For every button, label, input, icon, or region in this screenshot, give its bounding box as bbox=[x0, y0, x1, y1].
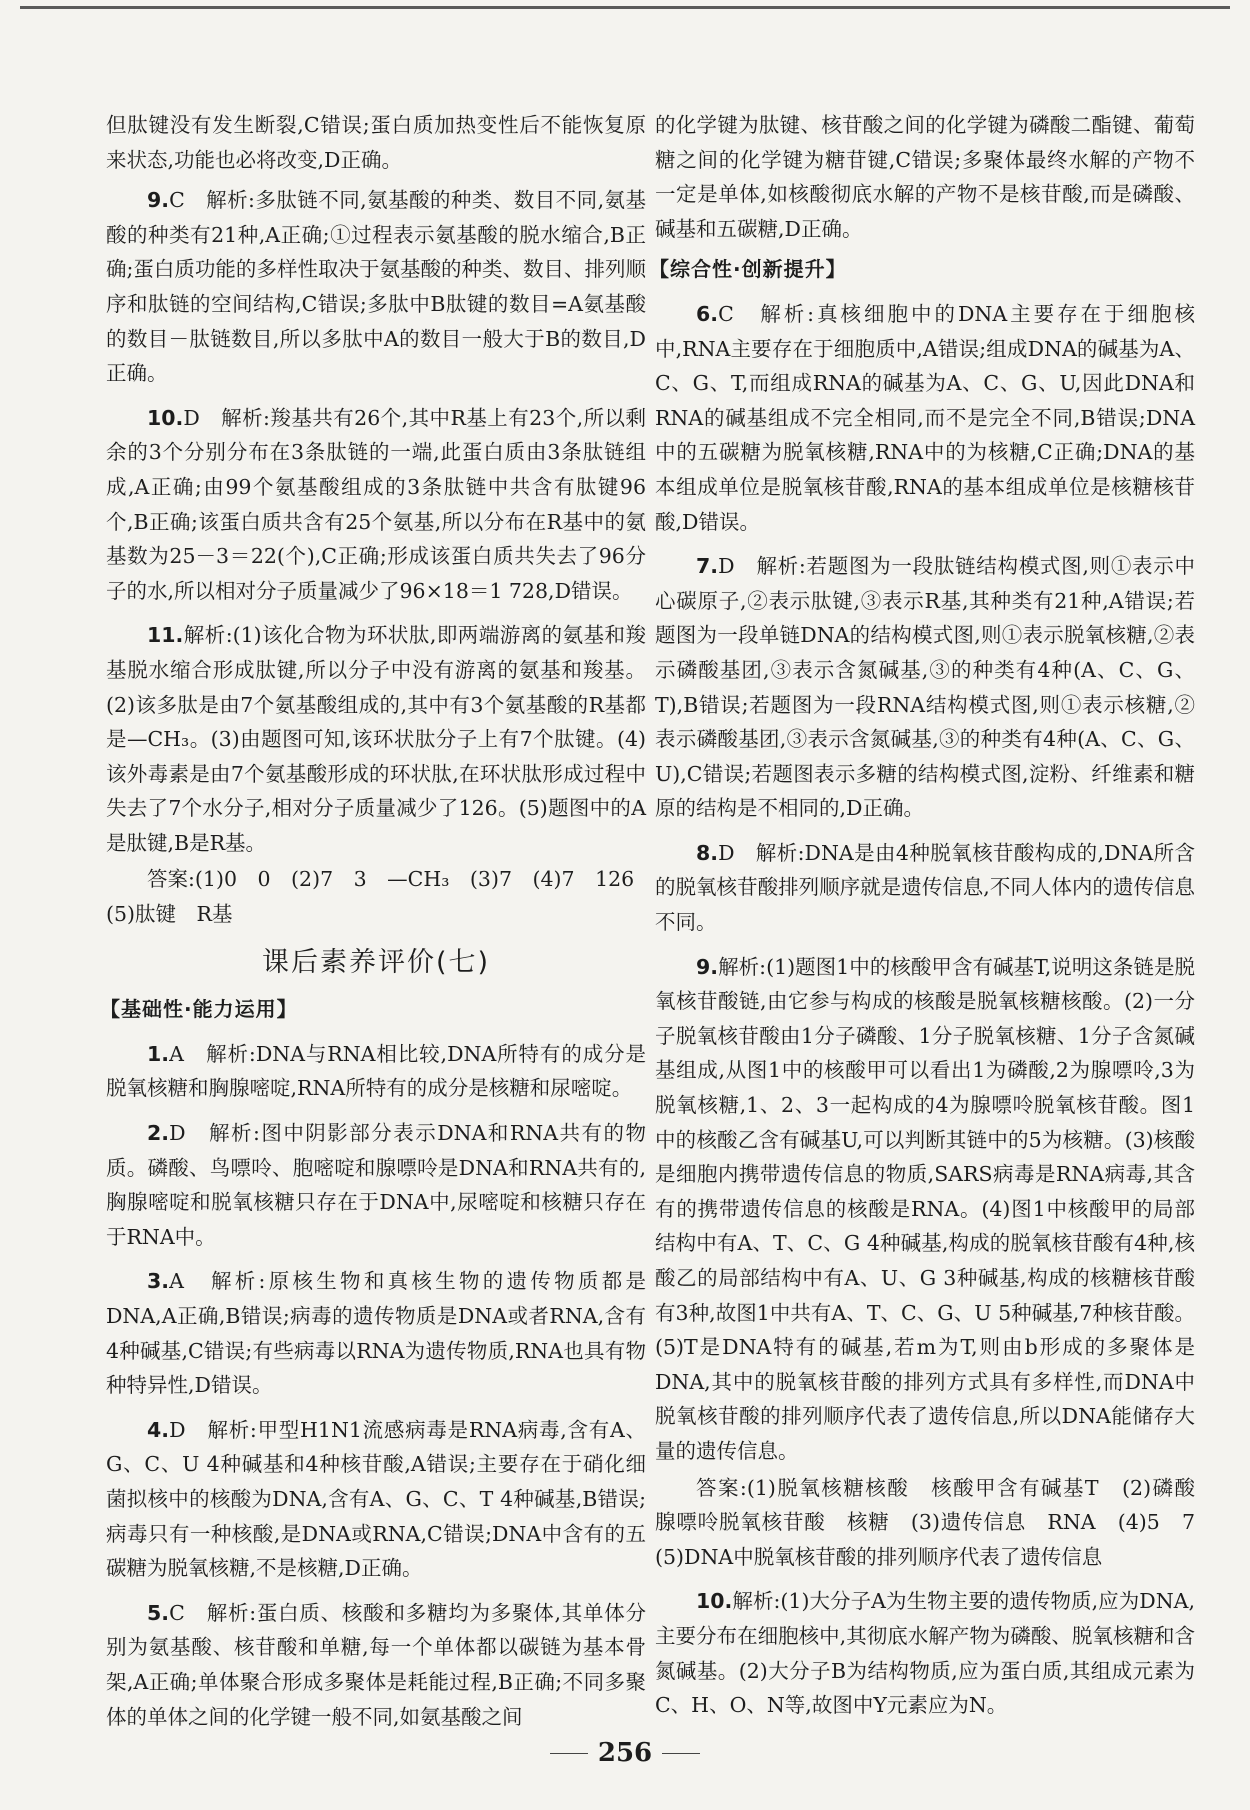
question-number: 2. bbox=[147, 1121, 170, 1146]
answer-9 bbox=[106, 183, 646, 391]
answer-9-key bbox=[655, 1471, 1216, 1575]
paragraph-continued bbox=[655, 108, 1195, 246]
page-number: 256 bbox=[597, 1738, 653, 1768]
answer-4 bbox=[106, 1413, 646, 1586]
answer-5 bbox=[106, 1596, 646, 1734]
answer-6 bbox=[655, 297, 1195, 539]
answer-text: D 解析:若题图为一段肽链结构模式图,则①表示中心碳原子,②表示肽键,③表示R基,其种类有21种,A错误;若题图为一段单链DNA的结构模式图,则①表示脱氧核糖,②表示磷酸基团,③表示含氮碱基,③的种类有4种(A、C、G、T),B错误;若题图为一段RNA结构模式图,则①表示核糖,②表示磷酸基团,③表示含氮碱基,③的种类有4种(A、C、G、U),C错误;若题图表示多糖的结构模式图,淀粉、纤维素和糖原的结构是不相同的,D正确。 bbox=[655, 554, 1195, 821]
paragraph-continued bbox=[106, 108, 646, 177]
question-number: 7. bbox=[696, 554, 719, 579]
section-heading-basic: 【基础性·能力运用】 bbox=[100, 997, 298, 1022]
top-rule bbox=[20, 6, 1230, 9]
answer-key: 答案:(1)脱氧核糖核酸 核酸甲含有碱基T (2)磷酸 腺嘌呤脱氧核苷酸 核糖 (3)遗传信息 RNA (4)5 7 (5)DNA中脱氧核苷酸的排列顺序代表了遗传信息 bbox=[655, 1475, 1216, 1569]
question-number: 5. bbox=[147, 1600, 170, 1625]
footer-rule-left bbox=[550, 1753, 588, 1754]
answer-3 bbox=[106, 1264, 646, 1402]
answer-text: D 解析:甲型H1N1流感病毒是RNA病毒,含有A、G、C、U 4种碱基和4种核苷酸,A错误;主要存在于硝化细菌拟核中的核酸为DNA,含有A、G、C、T 4种碱基,B错误;病毒只有一种核酸,是DNA或RNA,C错误;DNA中含有的五碳糖为脱氧核糖,不是核糖,D正确。 bbox=[106, 1417, 646, 1581]
answer-text: C 解析:多肽链不同,氨基酸的种类、数目不同,氨基酸的种类有21种,A正确;①过程表示氨基酸的脱水缩合,B正确;蛋白质功能的多样性取决于氨基酸的种类、数目、排列顺序和肽链的空间结构,C错误;多肽中B肽键的数目=A氨基酸的数目－肽链数目,所以多肽中A的数目一般大于B的数目,D正确。 bbox=[106, 188, 646, 386]
answer-key: (5)肽键 R基 bbox=[106, 902, 233, 927]
answer-1 bbox=[106, 1037, 646, 1106]
paragraph-text: 的化学键为肽键、核苷酸之间的化学键为磷酸二酯键、葡萄糖之间的化学键为糖苷键,C错误;多聚体最终水解的产物不一定是单体,如核酸彻底水解的产物不是核苷酸,而是磷酸、碱基和五碳糖,D正确。 bbox=[655, 113, 1195, 241]
question-number: 11. bbox=[147, 623, 184, 648]
right-column bbox=[649, 108, 1216, 1733]
question-number: 3. bbox=[147, 1269, 170, 1294]
answer-text: D 解析:图中阴影部分表示DNA和RNA共有的物质。磷酸、鸟嘌呤、胞嘧啶和腺嘌呤是DNA和RNA共有的,胸腺嘧啶和脱氧核糖只存在于DNA中,尿嘧啶和核糖只存在于RNA中。 bbox=[106, 1121, 646, 1249]
answer-11-key-cont bbox=[106, 897, 646, 932]
chapter-title: 课后素养评价(七) bbox=[261, 946, 491, 978]
answer-9-right bbox=[655, 950, 1195, 1469]
answer-8 bbox=[655, 836, 1195, 940]
answer-10-right bbox=[655, 1584, 1195, 1722]
footer-rule-right bbox=[662, 1753, 700, 1754]
question-number: 9. bbox=[147, 188, 170, 213]
question-number: 10. bbox=[147, 405, 184, 430]
answer-text: A 解析:原核生物和真核生物的遗传物质都是DNA,A正确,B错误;病毒的遗传物质是DNA或者RNA,含有4种碱基,C错误;有些病毒以RNA为遗传物质,RNA也具有物种特异性,D错误。 bbox=[106, 1269, 646, 1398]
answer-text: D 解析:DNA是由4种脱氧核苷酸构成的,DNA所含的脱氧核苷酸排列顺序就是遗传信息,不同人体内的遗传信息不同。 bbox=[655, 840, 1195, 935]
answer-10 bbox=[106, 401, 646, 609]
answer-text: 解析:(1)大分子A为生物主要的遗传物质,应为DNA,主要分布在细胞核中,其彻底水解产物为磷酸、脱氧核糖和含氮碱基。(2)大分子B为结构物质,应为蛋白质,其组成元素为C、H、O、N等,故图中Y元素应为N。 bbox=[655, 1589, 1195, 1718]
page-footer bbox=[0, 1738, 1250, 1768]
question-number: 1. bbox=[147, 1041, 170, 1066]
question-number: 9. bbox=[696, 954, 719, 979]
question-number: 4. bbox=[147, 1417, 170, 1442]
question-number: 10. bbox=[696, 1589, 733, 1614]
answer-key: 答案:(1)0 0 (2)7 3 —CH₃ (3)7 (4)7 126 bbox=[147, 867, 635, 892]
question-number: 8. bbox=[696, 840, 719, 865]
answer-11 bbox=[106, 618, 646, 860]
answer-2 bbox=[106, 1116, 646, 1254]
answer-text: C 解析:蛋白质、核酸和多糖均为多聚体,其单体分别为氨基酸、核苷酸和单糖,每一个单体都以碳链为基本骨架,A正确;单体聚合形成多聚体是耗能过程,B正确;不同多聚体的单体之间的化学键一般不同,如氨基酸之间 bbox=[106, 1600, 646, 1729]
answer-7 bbox=[655, 549, 1195, 826]
answer-11-key bbox=[106, 862, 646, 897]
answer-text: 解析:(1)题图1中的核酸甲含有碱基T,说明这条链是脱氧核苷酸链,由它参与构成的核酸是脱氧核糖核酸。(2)一分子脱氧核苷酸由1分子磷酸、1分子脱氧核糖、1分子含氮碱基组成,从图1中的核酸甲可以看出1为磷酸,2为腺嘌呤,3为脱氧核糖,1、2、3一起构成的4为腺嘌呤脱氧核苷酸。图1中的核酸乙含有碱基U,可以判断其链中的5为核糖。(3)核酸是细胞内携带遗传信息的物质,SARS病毒是RNA病毒,其含有的携带遗传信息的核酸是RNA。(4)图1中核酸甲的局部结构中有A、T、C、G 4种碱基,构成的脱氧核苷酸有4种,核酸乙的局部结构中有A、U、G 3种碱基,构成的核糖核苷酸有3种,故图1中共有A、T、C、G、U 5种碱基,7种核苷酸。(5)T是DNA特有的碱基,若m为T,则由b形成的多聚体是DNA,其中的脱氧核苷酸的排列方式具有多样性,而DNA中脱氧核苷酸的排列顺序代表了遗传信息,所以DNA能储存大量的遗传信息。 bbox=[655, 954, 1195, 1463]
answer-text: D 解析:羧基共有26个,其中R基上有23个,所以剩余的3个分别分布在3条肽链的一端,此蛋白质由3条肽链组成,A正确;由99个氨基酸组成的3条肽链中共含有肽键96个,B正确;该蛋白质共含有25个氨基,所以分布在R基中的氨基数为25－3＝22(个),C正确;形成该蛋白质共失去了96分子的水,所以相对分子质量减少了96×18＝1 728,D错误。 bbox=[106, 405, 646, 603]
question-number: 6. bbox=[696, 301, 719, 326]
paragraph-text: 但肽键没有发生断裂,C错误;蛋白质加热变性后不能恢复原来状态,功能也必将改变,D正确。 bbox=[106, 113, 646, 172]
section-heading-comprehensive: 【综合性·创新提升】 bbox=[649, 257, 847, 282]
answer-text: A 解析:DNA与RNA相比较,DNA所特有的成分是脱氧核糖和胸腺嘧啶,RNA所特有的成分是核糖和尿嘧啶。 bbox=[106, 1041, 646, 1101]
answer-text: 解析:(1)该化合物为环状肽,即两端游离的氨基和羧基脱水缩合形成肽键,所以分子中没有游离的氨基和羧基。(2)该多肽是由7个氨基酸组成的,其中有3个氨基酸的R基都是—CH₃。(3)由题图可知,该环状肽分子上有7个肽键。(4)该外毒素是由7个氨基酸形成的环状肽,在环状肽形成过程中失去了7个水分子,相对分子质量减少了126。(5)题图中的A是肽键,B是R基。 bbox=[106, 623, 646, 855]
left-column bbox=[100, 108, 646, 1744]
answer-text: C 解析:真核细胞中的DNA主要存在于细胞核中,RNA主要存在于细胞质中,A错误;组成DNA的碱基为A、C、G、T,而组成RNA的碱基为A、C、G、U,因此DNA和RNA的碱基组成不完全相同,而不是完全不同,B错误;DNA中的五碳糖为脱氧核糖,RNA中的为核糖,C正确;DNA的基本组成单位是脱氧核苷酸,RNA的基本组成单位是核糖核苷酸,D错误。 bbox=[655, 301, 1195, 534]
